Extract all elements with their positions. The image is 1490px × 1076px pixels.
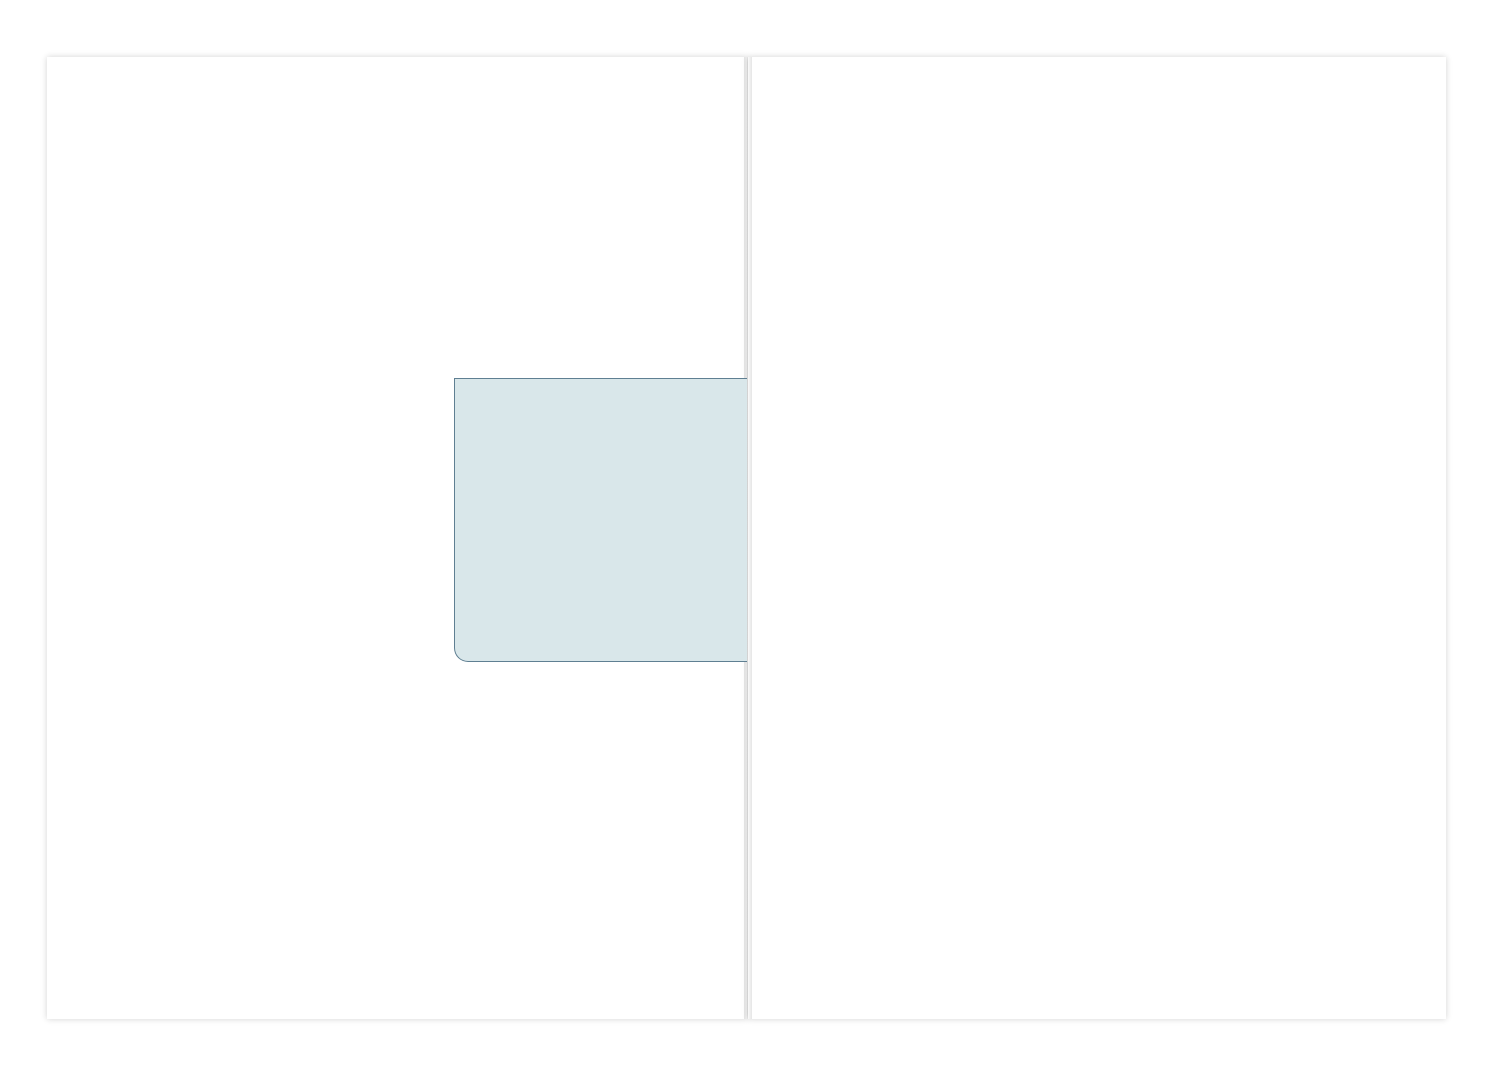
uebung-box-left [454, 378, 747, 662]
right-page [748, 57, 1446, 1019]
